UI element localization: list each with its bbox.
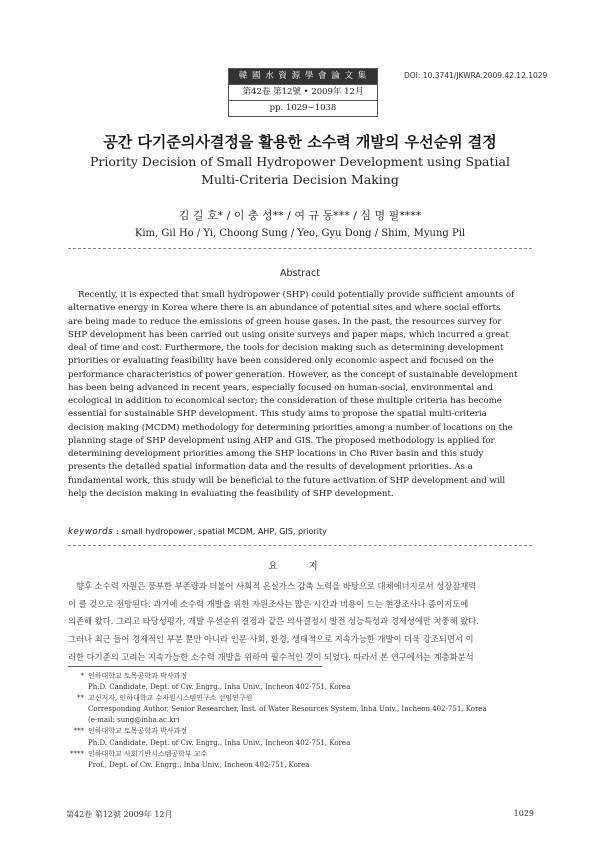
abstract-line: has been being advanced in recent years, especially focused on human-social, environmental and [68,382,493,393]
abstract-line: Recently, it is expected that small hydropower (SHP) could potentially provide sufficient amounts of [78,290,515,300]
keywords [68,527,532,537]
summary-heading: 요 지 [268,561,332,572]
footnote [68,726,532,748]
footnote-line: 인하대학교 사회기반시스템공학부 교수 [88,749,208,758]
title-korean: 공간 다기준의사결정을 활용한 소수력 개발의 우선순위 결정 [103,133,497,151]
abstract-line: SHP development has been carried out using onsite surveys and paper maps, which incurred a great [68,329,509,340]
abstract-line: alternative energy in Korea where there is an abundance of potential sites and where social efforts [68,303,501,314]
divider-top [68,248,532,249]
journal-name: 韓 國 水 資 源 學 會 論 文 集 [228,68,378,85]
footnote-mark: *** [73,727,84,736]
footnote-mark: **** [70,749,84,758]
footer-journal-issue: 第42卷 第12號 2009年 12月 [66,810,173,819]
keywords-separator: : [113,527,122,537]
footnote [68,671,532,693]
summary-line: 향후 소수력 자원은 풍부한 부존량과 더불어 사회적 온실가스 감축 노력을 바탕으로 대체에너지로서 성장잠재력 [76,581,477,591]
abstract-line: help the decision making in evaluating the feasibility of SHP development. [68,488,394,499]
journal-pages: pp. 1029∼1038 [228,101,378,117]
footnote-line: 인하대학교 토목공학과 박사과정 [88,672,188,680]
title-english-line2: Multi-Criteria Decision Making [201,172,399,187]
footnote-line: Ph.D. Candidate, Dept. of Civ. Engrg., Inha Univ., Incheon 402-751, Korea [88,683,351,692]
authors-english: Kim, Gil Ho / Yi, Choong Sung / Yeo, Gyu Dong / Shim, Myung Pil [134,228,466,239]
title-english-line1: Priority Decision of Small Hydropower Development using Spatial [89,154,510,169]
abstract-line: performance characteristics of power generation. However, as the concept of sustainable development [68,369,518,380]
footnote-line: 인하대학교 토목공학과 박사과정 [88,727,188,736]
authors-korean: 김 길 호* / 이 충 성** / 여 규 동*** / 심 명 필**** [178,209,422,222]
summary-line: 러한 다기준의 고려는 지속가능한 소수력 개발을 위하여 필수적인 것이 되었다. 따라서 본 연구에서는 계층화분석 [68,651,474,662]
journal-info-box [228,68,378,117]
summary-body [68,578,532,667]
abstract-line: fundamental work, this study will be beneficial to the future activation of SHP development and will [68,475,506,486]
footnote-line: Corresponding Author, Senior Researcher, Inst. of Water Resources System, Inha Univ., Incheon 402-751, Korea [88,705,487,714]
footnote-line: (e-mail: sung@inha.ac.kr) [88,716,180,725]
title-english [0,153,600,189]
abstract-heading: Abstract [280,268,320,279]
footnote-line: Prof., Dept. of Civ. Engrg., Inha Univ., Incheon 402-751, Korea [88,760,310,769]
abstract-line: ecological in addition to economical sector; the consideration of these multiple criteria has become [68,396,502,406]
footnote-rule [68,666,322,667]
abstract-line: essential for sustainable SHP development. This study aims to propose the spatial multi-criteria [68,409,487,420]
footnote-line: 교신저자, 인하대학교 수자원시스템연구소 선임연구원 [88,694,253,703]
footnote-mark: ** [77,694,84,703]
abstract-line: decision making (MCDM) methodology for determining priorities among a number of locations on the [68,422,513,433]
footnotes [68,671,532,771]
page-number: 1029 [513,809,534,818]
footnote [68,693,532,726]
summary-line: 그러나 최근 들어 경제적인 부분 뿐만 아니라 인문·사회, 환경, 생태적으로 지속가능한 개발이 더욱 강조되면서 이 [68,634,474,645]
abstract-line: planning stage of SHP development using AHP and GIS. The proposed methodology is applied for [68,435,495,446]
keywords-value: small hydropower, spatial MCDM, AHP, GIS, priority [121,527,327,536]
footnote-mark: * [80,672,84,680]
abstract-line: priorities or evaluating feasibility have been considered only economic aspect and focused on the [68,356,494,367]
abstract-body [68,289,532,501]
doi: DOI: 10.3741/JKWRA.2009.42.12.1029 [404,71,548,80]
footnote [68,749,532,771]
abstract-line: presents the detailed spatial information data and the results of development priorities. As a [68,462,473,473]
summary-line: 의존해 왔다. 그리고 타당성평가, 개발 우선순위 결정과 같은 의사결정시 발전 성능특성과 경제성에만 치중해 왔다. [68,616,479,627]
summary-line: 이 클 것으로 전망된다. 과거에 소수력 개발을 위한 자원조사는 많은 시간과 비용이 드는 현장조사나 종이지도에 [68,598,469,609]
footnote-line: Ph.D. Candidate, Dept. of Civ. Engrg., Inha Univ., Incheon 402-751, Korea [88,738,351,747]
divider-middle [68,545,532,546]
abstract-line: deal of time and cost. Furthermore, the tools for decision making such as determining development [68,343,504,353]
keywords-label: keywords [68,527,114,537]
abstract-line: determining development priorities among the SHP locations in Cho River basin and this study [68,449,484,459]
journal-volume: 第42卷 第12號 • 2009年 12月 [228,85,378,101]
abstract-line: are being made to reduce the emissions of green house gases. In the past, the resources survey for [68,316,502,327]
